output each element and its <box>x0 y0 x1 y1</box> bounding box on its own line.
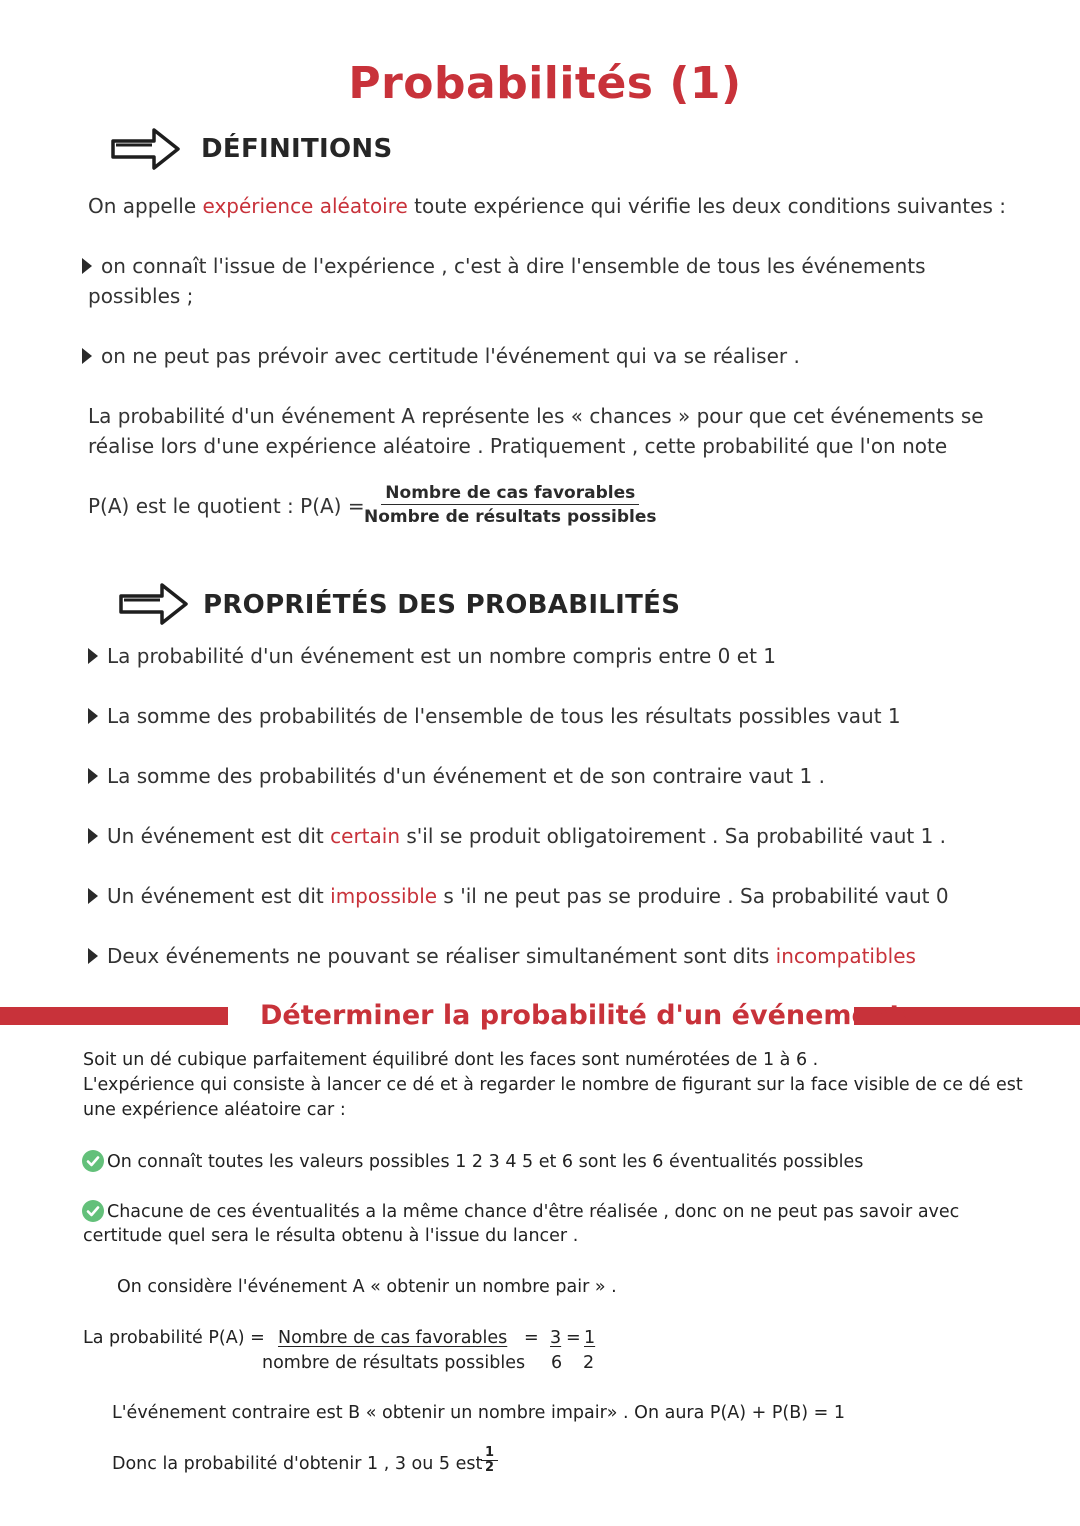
bullet-icon <box>82 348 92 364</box>
property-4 <box>88 824 946 848</box>
formula-fraction <box>364 483 657 527</box>
event-a: On considère l'événement A « obtenir un nombre pair » . <box>117 1277 617 1297</box>
term-certain: certain <box>330 824 400 848</box>
reason-1-text: On connaît toutes les valeurs possibles 1 2 3 4 5 et 6 sont les 6 éventualités possibles <box>107 1152 864 1172</box>
property-4-text-end: s'il se produit obligatoirement . Sa probabilité vaut 1 . <box>400 824 947 848</box>
property-4-text: Un événement est dit <box>107 824 331 848</box>
condition-1-text: on connaît l'issue de l'expérience , c'est à dire l'ensemble de tous les événements <box>101 254 926 278</box>
pa-equals-1: = <box>524 1328 539 1348</box>
bullet-icon <box>88 768 98 784</box>
reason-2 <box>82 1200 959 1222</box>
property-2-text: La somme des probabilités de l'ensemble de tous les résultats possibles vaut 1 <box>107 704 901 728</box>
formula-numerator: Nombre de cas favorables <box>381 483 639 505</box>
probability-text-line1: La probabilité d'un événement A représente les « chances » pour que cet événements se <box>88 404 984 428</box>
pa-equals-2: = <box>566 1328 581 1348</box>
pa-numerator: Nombre de cas favorables <box>278 1328 508 1348</box>
property-2 <box>88 704 901 728</box>
example-line1: Soit un dé cubique parfaitement équilibré dont les faces sont numérotées de 1 à 6 . <box>83 1050 819 1070</box>
arrow-right-icon <box>110 126 182 172</box>
condition-1 <box>82 254 926 278</box>
bullet-icon <box>88 828 98 844</box>
property-5-text: Un événement est dit <box>107 884 331 908</box>
pa-den-6: 6 <box>551 1353 563 1373</box>
property-6 <box>88 944 916 968</box>
reason-1 <box>82 1150 863 1172</box>
section-rule-left <box>0 1007 228 1025</box>
pa-num-1: 1 <box>584 1328 596 1348</box>
pa-denominator: nombre de résultats possibles <box>262 1353 526 1373</box>
conclusion-denominator: 2 <box>485 1460 495 1475</box>
bullet-icon <box>88 648 98 664</box>
contrary-event: L'événement contraire est B « obtenir un nombre impair» . On aura P(A) + P(B) = 1 <box>112 1403 846 1423</box>
bullet-icon <box>88 708 98 724</box>
bullet-icon <box>82 258 92 274</box>
term-incompatibles: incompatibles <box>775 944 916 968</box>
formula-prefix: P(A) est le quotient : P(A) = <box>88 494 365 518</box>
condition-1-line2: possibles ; <box>88 284 194 308</box>
example-heading: Déterminer la probabilité d'un événements <box>260 1000 919 1031</box>
example-line3: une expérience aléatoire car : <box>83 1100 346 1120</box>
conclusion-numerator: 1 <box>481 1446 498 1461</box>
definitions-heading: DÉFINITIONS <box>201 134 393 164</box>
properties-heading: PROPRIÉTÉS DES PROBABILITÉS <box>203 590 681 620</box>
conclusion-fraction <box>481 1446 498 1475</box>
property-6-text: Deux événements ne pouvant se réaliser simultanément sont dits <box>107 944 776 968</box>
example-line2: L'expérience qui consiste à lancer ce dé et à regarder le nombre de figurant sur la face visible de ce dé est <box>83 1075 1023 1095</box>
reason-2-line2: certitude quel sera le résulta obtenu à l'issue du lancer . <box>83 1226 579 1246</box>
conclusion: Donc la probabilité d'obtenir 1 , 3 ou 5 est <box>112 1454 483 1474</box>
pa-den-2: 2 <box>583 1353 595 1373</box>
probability-text-line2: réalise lors d'une expérience aléatoire . Pratiquement , cette probabilité que l'on note <box>88 434 948 458</box>
property-5 <box>88 884 949 908</box>
property-1 <box>88 644 776 668</box>
property-3-text: La somme des probabilités d'un événement et de son contraire vaut 1 . <box>107 764 825 788</box>
bullet-icon <box>88 888 98 904</box>
term-experience-aleatoire: expérience aléatoire <box>202 194 408 218</box>
check-circle-icon <box>82 1150 104 1172</box>
intro-text-end: toute expérience qui vérifie les deux conditions suivantes : <box>407 194 1006 218</box>
bullet-icon <box>88 948 98 964</box>
definition-intro <box>88 194 1006 218</box>
intro-text: On appelle <box>88 194 203 218</box>
arrow-right-icon <box>118 581 190 627</box>
condition-2-text: on ne peut pas prévoir avec certitude l'événement qui va se réaliser . <box>101 344 800 368</box>
pa-prefix: La probabilité P(A) = <box>83 1328 265 1348</box>
pa-num-3: 3 <box>550 1328 562 1348</box>
reason-2-text: Chacune de ces éventualités a la même chance d'être réalisée , donc on ne peut pas savoir avec <box>107 1202 960 1222</box>
property-5-text-end: s 'il ne peut pas se produire . Sa probabilité vaut 0 <box>437 884 949 908</box>
property-1-text: La probabilité d'un événement est un nombre compris entre 0 et 1 <box>107 644 776 668</box>
term-impossible: impossible <box>330 884 438 908</box>
page-title: Probabilités (1) <box>348 58 742 109</box>
check-circle-icon <box>82 1200 104 1222</box>
property-3 <box>88 764 825 788</box>
formula-denominator: Nombre de résultats possibles <box>364 507 657 527</box>
condition-2 <box>82 344 800 368</box>
